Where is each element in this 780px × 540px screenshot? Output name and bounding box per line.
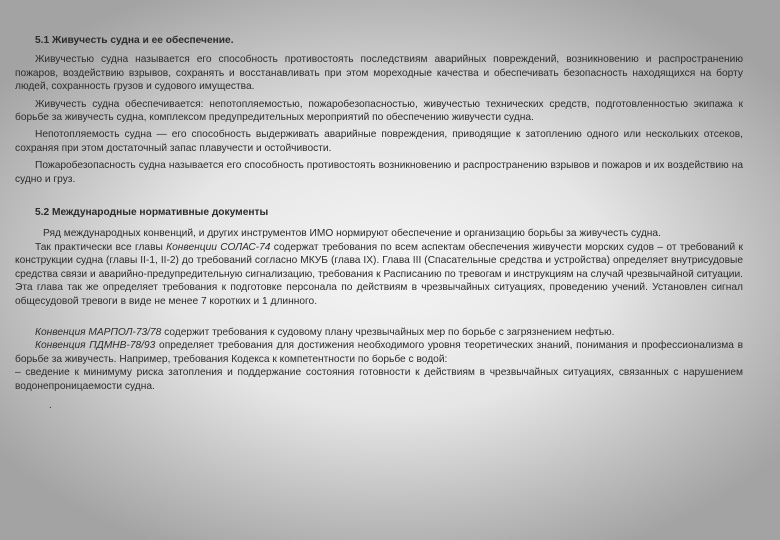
- document-page: [15, 34, 743, 412]
- section-1-paragraph-1: Живучестью судна называется его способность противостоять последствиям аварийных повреждений, возникновению и распространению пожаров, воздействию взрывов, сохранять и восстанавливать при этом мореходные качества и обеспечивать безопасность находящихся на борту людей, сохранность грузов и судового имущества.: [15, 54, 743, 93]
- solas-convention-ref: Конвенции СОЛАС-74: [166, 241, 271, 253]
- stcw-convention-ref: Конвенция ПДМНВ-78/93: [35, 340, 156, 352]
- paragraph-4-text: определяет требования для достижения необходимого уровня теоретических знаний, понимания и профессионализма в борьбе за живучесть. Например, требования Кодекса к компетентности по борьбе с водой:: [15, 340, 744, 365]
- paragraph-2-text-a: Так практически все главы: [35, 241, 167, 253]
- section-1-paragraph-4: Пожаробезопасность судна называется его способность противостоять возникновению и распространению взрывов и пожаров и их воздействию на судно и груз.: [15, 160, 743, 185]
- section-2-paragraph-2: [15, 241, 743, 308]
- section-2-heading: 5.2 Международные нормативные документы: [35, 207, 269, 219]
- section-1-paragraph-3: Непотопляемость судна — его способность выдерживать аварийные повреждения, приводящие к затоплению одного или нескольких отсеков, сохраняя при этом достаточный запас плавучести и остойчивости.: [15, 129, 743, 154]
- section-1-heading: 5.1 Живучесть судна и ее обеспечение.: [35, 35, 234, 46]
- trailing-dot: .: [49, 399, 52, 411]
- paragraph-3-text: содержит требования к судовому плану чрезвычайных мер по борьбе с загрязнением нефтью.: [161, 326, 615, 338]
- section-2-paragraph-1: Ряд международных конвенций, и других инструментов ИМО нормируют обеспечение и организацию борьбы за живучесть судна.: [43, 228, 661, 240]
- section-1-paragraph-2: Живучесть судна обеспечивается: непотопляемостью, пожаробезопасностью, живучестью технических средств, подготовленностью экипажа к борьбе за живучесть судна, комплексом предупредительных мероприятий по обеспечению живучести судна.: [15, 98, 743, 124]
- section-2-paragraph-3: [15, 326, 743, 339]
- paragraph-2-text-b: содержат требования по всем аспектам обеспечения живучести морских судов – от требований к конструкции судна (главы II-1, II-2) до требований согласно МКУБ (глава IX). Глава III (Спасательные средства и устройства) определяет внутрисудовые средства связи и аварийно-предупредительную сигнализацию, требования к Расписанию по тревогам и инструкциям на случай чрезвычайной ситуации. Эта глава так же определяет требования к подготовке персонала по действиям в чрезвычайных ситуациях, проведению учений. Установлен сигнал общесудовой тревоги в виде не менее 7 коротких и 1 длинного.: [15, 241, 743, 307]
- marpol-convention-ref: Конвенция МАРПОЛ-73/78: [35, 326, 162, 338]
- section-2-paragraph-5: – сведение к минимуму риска затопления и поддержание состояния готовности к действиям в чрезвычайных ситуациях, связанных с нарушением водонепроницаемости судна.: [15, 367, 743, 392]
- section-2-paragraph-4: [15, 339, 743, 366]
